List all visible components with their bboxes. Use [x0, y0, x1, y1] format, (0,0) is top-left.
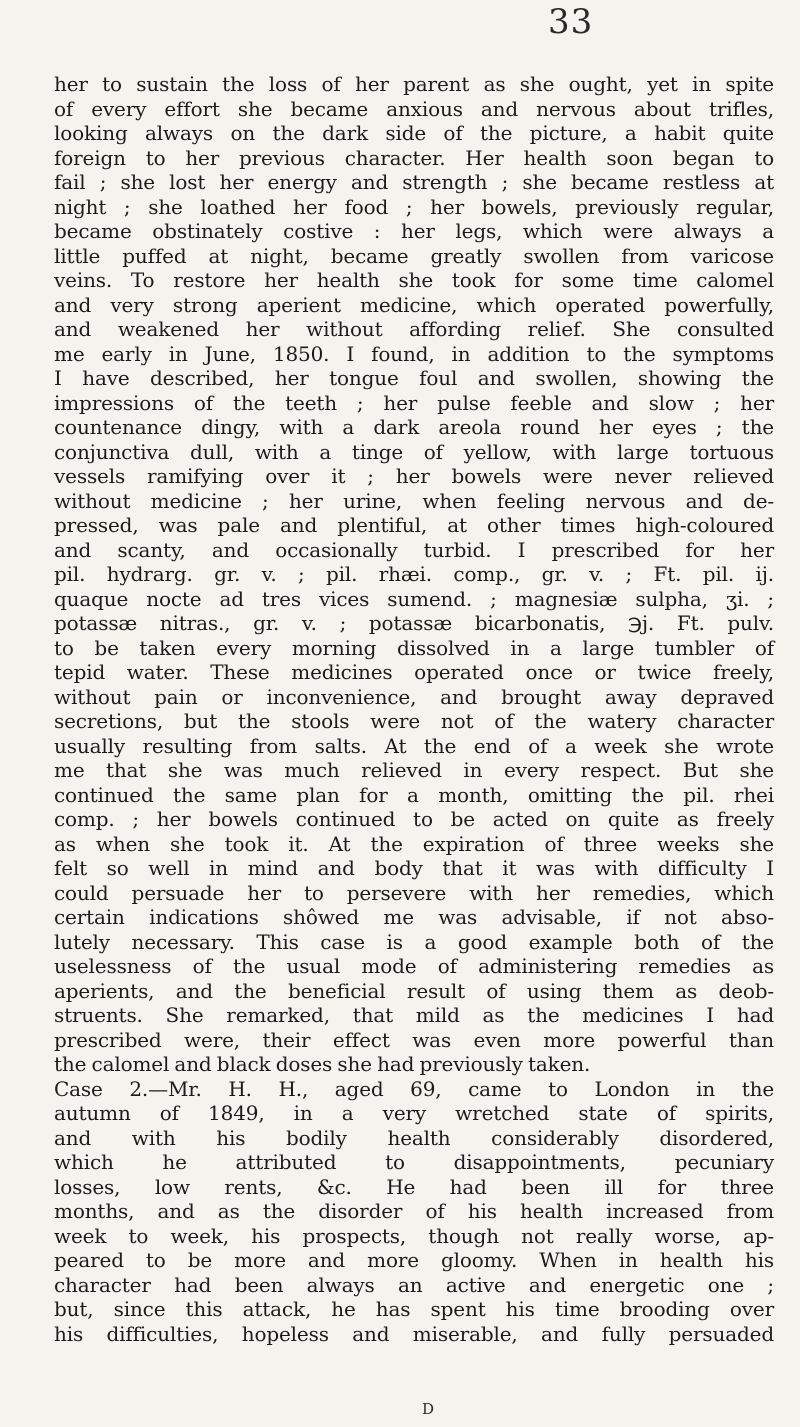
- case-heading-line: Case 2.—Mr. H. H., aged 69, came to London in the: [54, 1076, 774, 1101]
- text-line: could persuade her to persevere with her remedies, which: [54, 880, 774, 905]
- text-line: the calomel and black doses she had previously taken.: [54, 1052, 591, 1076]
- text-line: and scanty, and occasionally turbid. I prescribed for her: [54, 537, 774, 562]
- text-line: aperients, and the beneficial result of using them as deob-: [54, 978, 774, 1003]
- text-line: foreign to her previous character. Her health soon began to: [54, 145, 774, 170]
- text-line: I have described, her tongue foul and swollen, showing the: [54, 366, 774, 390]
- text-line: as when she took it. At the expiration of three weeks she: [54, 831, 774, 856]
- text-line: usually resulting from salts. At the end of a week she wrote: [54, 733, 774, 758]
- text-line: conjunctiva dull, with a tinge of yellow, with large tortuous: [54, 439, 774, 464]
- text-line: me early in June, 1850. I found, in addition to the symptoms: [54, 341, 774, 366]
- text-line: tepid water. These medicines operated once or twice freely,: [54, 660, 774, 684]
- text-line: continued the same plan for a month, omitting the pil. rhei: [54, 782, 774, 807]
- body-text: [54, 72, 774, 1346]
- text-line: uselessness of the usual mode of administering remedies as: [54, 954, 774, 978]
- text-line: quaque nocte ad tres vices sumend. ; magnesiæ sulpha, ʒi. ;: [54, 586, 774, 611]
- text-line: peared to be more and more gloomy. When in health his: [54, 1248, 774, 1272]
- text-line: potassæ nitras., gr. v. ; potassæ bicarbonatis, ℈j. Ft. pulv.: [54, 611, 774, 635]
- text-line: me that she was much relieved in every respect. But she: [54, 758, 774, 782]
- text-line: vessels ramifying over it ; her bowels were never relieved: [54, 464, 774, 488]
- text-line: secretions, but the stools were not of the watery character: [54, 709, 774, 733]
- text-line: night ; she loathed her food ; her bowels, previously regular,: [54, 194, 774, 219]
- text-line: became obstinately costive : her legs, which were always a: [54, 219, 774, 243]
- text-line: certain indications shôwed me was advisable, if not abso-: [54, 905, 774, 929]
- text-line: and weakened her without affording relief. She consulted: [54, 317, 774, 341]
- text-line: and very strong aperient medicine, which operated powerfully,: [54, 292, 774, 317]
- text-line: to be taken every morning dissolved in a large tumbler of: [54, 635, 774, 660]
- text-line: felt so well in mind and body that it was with difficulty I: [54, 856, 774, 880]
- text-line: impressions of the teeth ; her pulse feeble and slow ; her: [54, 390, 774, 415]
- text-line: week to week, his prospects, though not really worse, ap-: [54, 1223, 774, 1248]
- text-line: fail ; she lost her energy and strength ; she became restless at: [54, 170, 774, 194]
- text-line: pressed, was pale and plentiful, at other times high-coloured: [54, 513, 774, 537]
- text-line: which he attributed to disappointments, pecuniary: [54, 1150, 774, 1174]
- text-line: prescribed were, their effect was even more powerful than: [54, 1027, 774, 1052]
- text-line: veins. To restore her health she took for some time calomel: [54, 268, 774, 292]
- signature-mark: D: [422, 1400, 435, 1418]
- text-line: countenance dingy, with a dark areola round her eyes ; the: [54, 415, 774, 439]
- page-number: 33: [548, 2, 594, 42]
- text-line: lutely necessary. This case is a good example both of the: [54, 929, 774, 954]
- text-line: looking always on the dark side of the picture, a habit quite: [54, 121, 774, 145]
- text-line: autumn of 1849, in a very wretched state of spirits,: [54, 1101, 774, 1125]
- text-line: her to sustain the loss of her parent as she ought, yet in spite: [54, 72, 774, 96]
- text-line: losses, low rents, &c. He had been ill for three: [54, 1174, 774, 1199]
- text-line: without pain or inconvenience, and brought away depraved: [54, 684, 774, 709]
- text-line: his difficulties, hopeless and miserable, and fully persuaded: [54, 1321, 774, 1346]
- text-line: of every effort she became anxious and nervous about trifles,: [54, 96, 774, 121]
- text-line: and with his bodily health considerably disordered,: [54, 1125, 774, 1150]
- text-line: character had been always an active and energetic one ;: [54, 1272, 774, 1297]
- text-line: pil. hydrarg. gr. v. ; pil. rhæi. comp., gr. v. ; Ft. pil. ij.: [54, 562, 774, 586]
- text-line: struents. She remarked, that mild as the medicines I had: [54, 1003, 774, 1027]
- text-line: months, and as the disorder of his health increased from: [54, 1199, 774, 1223]
- text-line: comp. ; her bowels continued to be acted on quite as freely: [54, 807, 774, 831]
- text-line: little puffed at night, became greatly swollen from varicose: [54, 243, 774, 268]
- text-line: without medicine ; her urine, when feeling nervous and de-: [54, 488, 774, 513]
- text-line: but, since this attack, he has spent his time brooding over: [54, 1297, 774, 1321]
